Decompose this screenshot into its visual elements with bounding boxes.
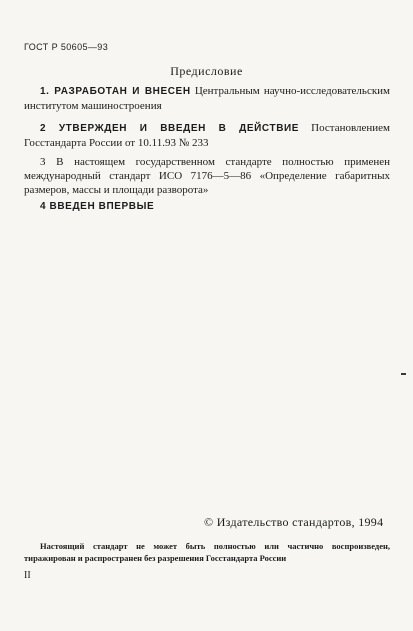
paragraph-lead: 1. РАЗРАБОТАН И ВНЕСЕН xyxy=(40,86,191,97)
reproduction-notice: Настоящий стандарт не может быть полностью или частично воспроизведен, тиражирован и распространен без разрешения Госстандарта России xyxy=(24,541,390,563)
paragraph-text: Постановлением Госстандарта России от 10.11.93 № 233 xyxy=(24,122,391,149)
paragraph-lead: 2 УТВЕРЖДЕН И ВВЕДЕН В ДЕЙСТВИЕ xyxy=(40,123,300,134)
paragraph-developed xyxy=(24,84,390,113)
paragraph-approved xyxy=(24,121,390,150)
scan-speck xyxy=(401,373,406,375)
paragraph-first-introduced: 4 ВВЕДЕН ВПЕРВЫЕ xyxy=(40,201,155,212)
paragraph-iso-standard: 3 В настоящем государственном стандарте полностью применен международный стандарт ИСО 7176—5—86 «Определение габаритных размеров, массы и площади разворота» xyxy=(24,156,390,196)
paragraph-text: Центральным научно-исследовательским институтом машиностроения xyxy=(24,85,391,112)
preface-heading: Предисловие xyxy=(170,64,243,78)
page-number: II xyxy=(24,570,31,581)
copyright-line: © Издательство стандартов, 1994 xyxy=(204,515,384,529)
gost-code: ГОСТ Р 50605—93 xyxy=(24,42,109,52)
